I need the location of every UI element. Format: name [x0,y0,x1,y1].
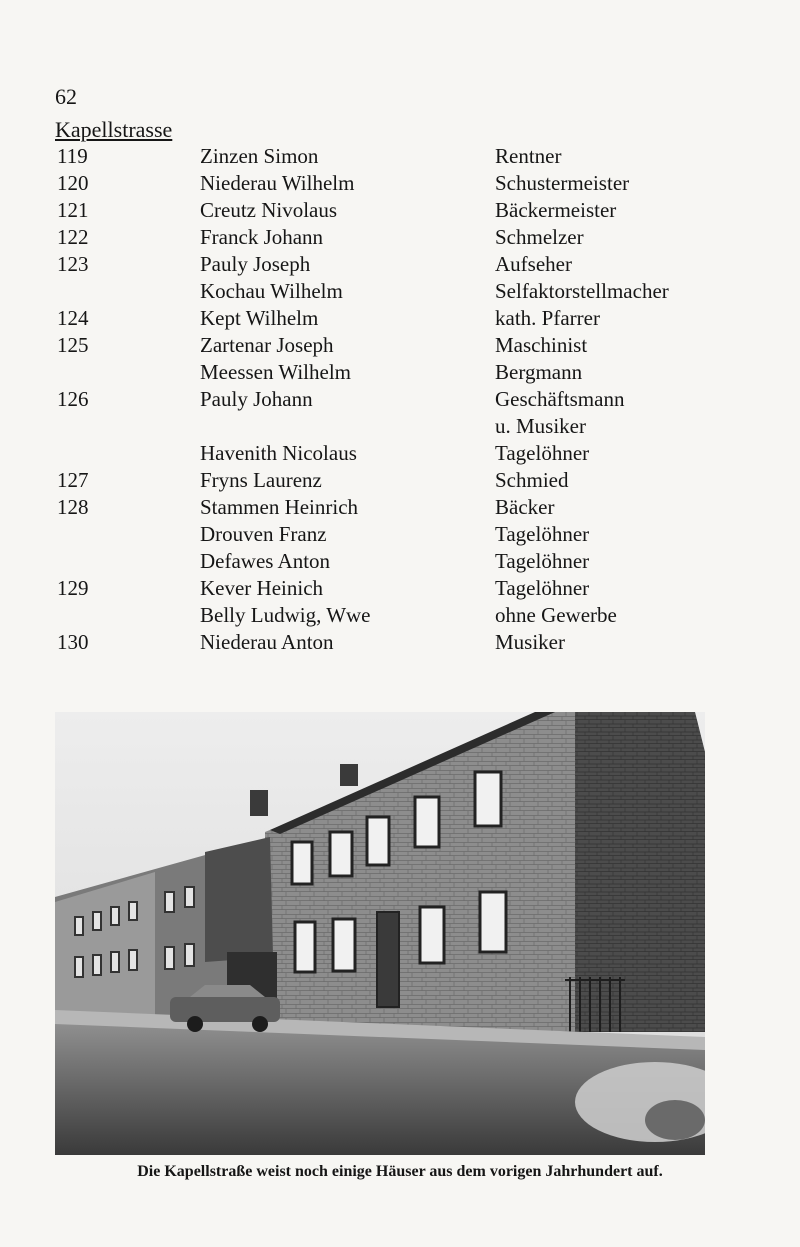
resident-name: Pauly Johann [200,387,313,411]
list-item [55,278,715,305]
resident-name: Franck Johann [200,225,324,249]
occupation: Schmied [495,468,569,492]
house-number: 120 [57,171,89,195]
resident-list [55,143,715,656]
occupation: Schustermeister [495,171,630,195]
occupation: Aufseher [495,252,572,276]
list-item [55,521,715,548]
occupation: Tagelöhner [495,549,590,573]
list-item [55,413,715,440]
resident-name: Belly Ludwig, Wwe [200,603,371,627]
list-item [55,224,715,251]
street-photo [55,712,705,1155]
occupation: Tagelöhner [495,441,590,465]
occupation: Maschinist [495,333,588,357]
list-item [55,602,715,629]
occupation: Musiker [495,630,565,654]
resident-name: Zinzen Simon [200,144,319,168]
house-number: 119 [57,144,88,168]
house-number: 127 [57,468,89,492]
occupation: u. Musiker [495,414,586,438]
resident-name: Kept Wilhelm [200,306,319,330]
occupation: Selfaktorstellmacher [495,279,669,303]
resident-name: Niederau Anton [200,630,334,654]
resident-name: Kochau Wilhelm [200,279,343,303]
occupation: Bäckermeister [495,198,617,222]
house-number: 122 [57,225,89,249]
resident-name: Drouven Franz [200,522,327,546]
list-item [55,332,715,359]
occupation: Schmelzer [495,225,584,249]
occupation: Rentner [495,144,562,168]
occupation: Tagelöhner [495,576,590,600]
occupation: Bäcker [495,495,555,519]
house-number: 128 [57,495,89,519]
list-item [55,386,715,413]
list-item [55,467,715,494]
list-item [55,548,715,575]
resident-name: Pauly Joseph [200,252,311,276]
list-item [55,629,715,656]
list-item [55,575,715,602]
house-number: 123 [57,252,89,276]
resident-name: Fryns Laurenz [200,468,322,492]
house-number: 129 [57,576,89,600]
resident-name: Havenith Nicolaus [200,441,357,465]
occupation: Tagelöhner [495,522,590,546]
resident-name: Stammen Heinrich [200,495,359,519]
occupation: Geschäftsmann [495,387,625,411]
list-item [55,197,715,224]
house-number: 124 [57,306,89,330]
list-item [55,305,715,332]
photo-caption: Die Kapellstraße weist noch einige Häuser aus dem vorigen Jahrhundert auf. [137,1163,663,1180]
list-item [55,359,715,386]
street-heading: Kapellstrasse [55,117,173,142]
occupation: ohne Gewerbe [495,603,617,627]
occupation: kath. Pfarrer [495,306,600,330]
house-number: 130 [57,630,89,654]
house-number: 125 [57,333,89,357]
resident-name: Defawes Anton [200,549,331,573]
list-item [55,494,715,521]
list-item [55,251,715,278]
resident-name: Creutz Nivolaus [200,198,338,222]
resident-name: Kever Heinich [200,576,324,600]
house-number: 126 [57,387,89,411]
house-number: 121 [57,198,89,222]
list-item [55,143,715,170]
occupation: Bergmann [495,360,583,384]
resident-name: Meessen Wilhelm [200,360,351,384]
list-item [55,170,715,197]
resident-name: Niederau Wilhelm [200,171,355,195]
resident-name: Zartenar Joseph [200,333,334,357]
list-item [55,440,715,467]
page-number: 62 [55,84,77,109]
